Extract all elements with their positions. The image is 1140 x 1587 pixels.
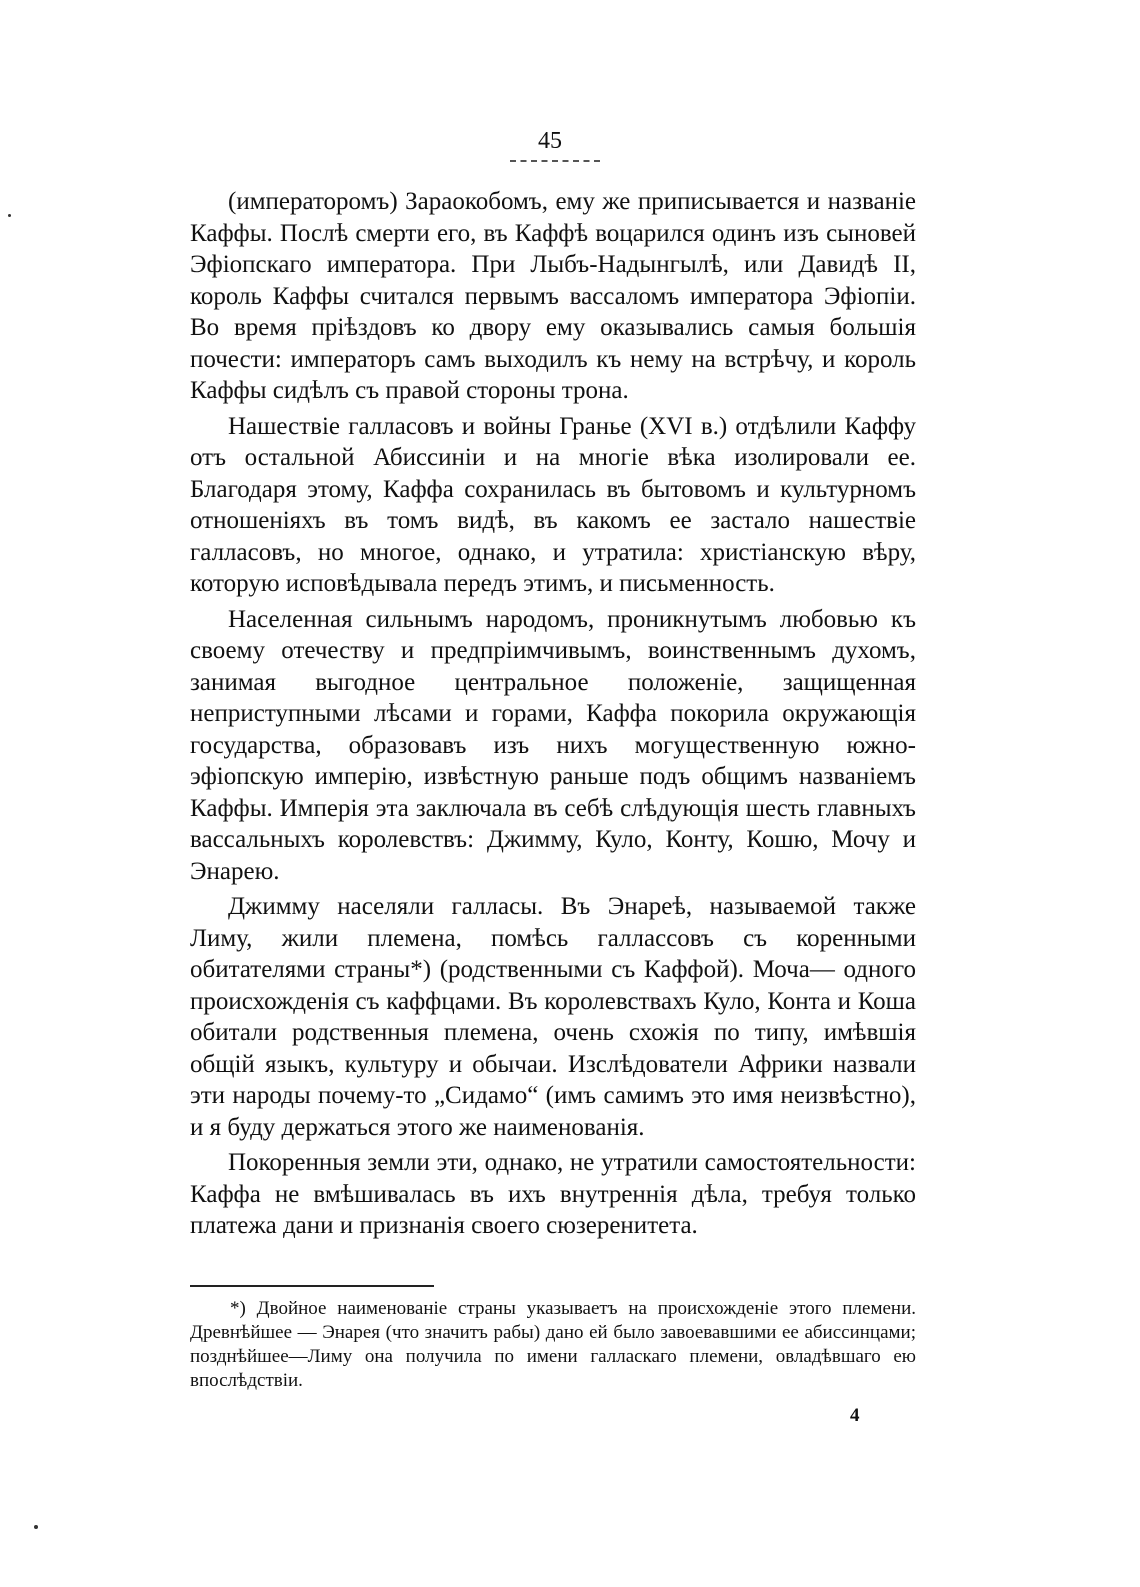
paragraph-3: Населенная сильнымъ народомъ, проникнутымъ любовью къ своему отечеству и предпріимчивымъ, воинственнымъ духомъ, занимая выгодное центральное положеніе, защищенная неприступными лѣсами и горами, Каффа покорила окружающія государства, образовавъ изъ нихъ могущественную южно-эфіопскую имперію, извѣстную раньше подъ общимъ названіемъ Каффы. Имперія эта заключала въ себѣ слѣдующія шесть главныхъ вассальныхъ королевствъ: Джимму, Куло, Конту, Кошю, Мочу и Энарею. bbox=[190, 605, 916, 885]
page-number: 45 bbox=[538, 128, 562, 154]
paragraph-5: Покоренныя земли эти, однако, не утратили самостоятельности: Каффа не вмѣшивалась въ ихъ внутреннія дѣла, требуя только платежа дани и признанія своего сюзеренитета. bbox=[190, 1149, 916, 1239]
signature-mark: 4 bbox=[850, 1405, 860, 1426]
paragraph-4: Джимму населяли галласы. Въ Энареѣ, называемой также Лиму, жили племена, помѣсь галлассовъ съ коренными обитателями страны*) (родственными съ Каффой). Моча— одного происхожденія съ каффцами. Въ королевствахъ Куло, Конта и Коша обитали родственныя племена, очень схожія по типу, имѣвшія общій языкъ, культуру и обычаи. Изслѣдователи Африки назвали эти народы почему-то „Сидамо“ (имъ самимъ это имя неизвѣстно), и я буду держаться этого же наименованія. bbox=[190, 893, 916, 1141]
footnote: *) Двойное наименованіе страны указываетъ на происхожденіе этого племени. Древнѣйшее — Энарея (что значитъ рабы) дано ей было завоевавшими ее абиссинцами; позднѣйшее—Лиму она получила по имени галласкаго племени, овладѣвшаго ею впослѣдствіи. bbox=[190, 1298, 916, 1391]
paragraph-1: (императоромъ) Зараокобомъ, ему же приписывается и названіе Каффы. Послѣ смерти его, въ Каффѣ воцарился одинъ изъ сыновей Эфіопскаго императора. При Лыбъ-Надынгылѣ, или Давидѣ II, король Каффы считался первымъ вассаломъ императора Эфіопіи. Во время пріѣздовъ ко двору ему оказывались самыя большія почести: императоръ самъ выходилъ къ нему на встрѣчу, и король Каффы сидѣлъ съ правой стороны трона. bbox=[190, 188, 916, 404]
scan-speck bbox=[8, 214, 11, 217]
body-text bbox=[190, 186, 916, 1246]
header-rule bbox=[510, 160, 600, 162]
footnote-rule bbox=[190, 1285, 434, 1287]
scan-speck bbox=[34, 1525, 38, 1529]
paragraph-2: Нашествіе галласовъ и войны Гранье (XVI в.) отдѣлили Каффу отъ остальной Абиссиніи и на многіе вѣка изолировали ее. Благодаря этому, Каффа сохранилась въ бытовомъ и культурномъ отношеніяхъ въ томъ видѣ, въ какомъ ее застало нашествіе галласовъ, но многое, однако, и утратила: христіанскую вѣру, которую исповѣдывала передъ этимъ, и письменность. bbox=[190, 412, 916, 597]
